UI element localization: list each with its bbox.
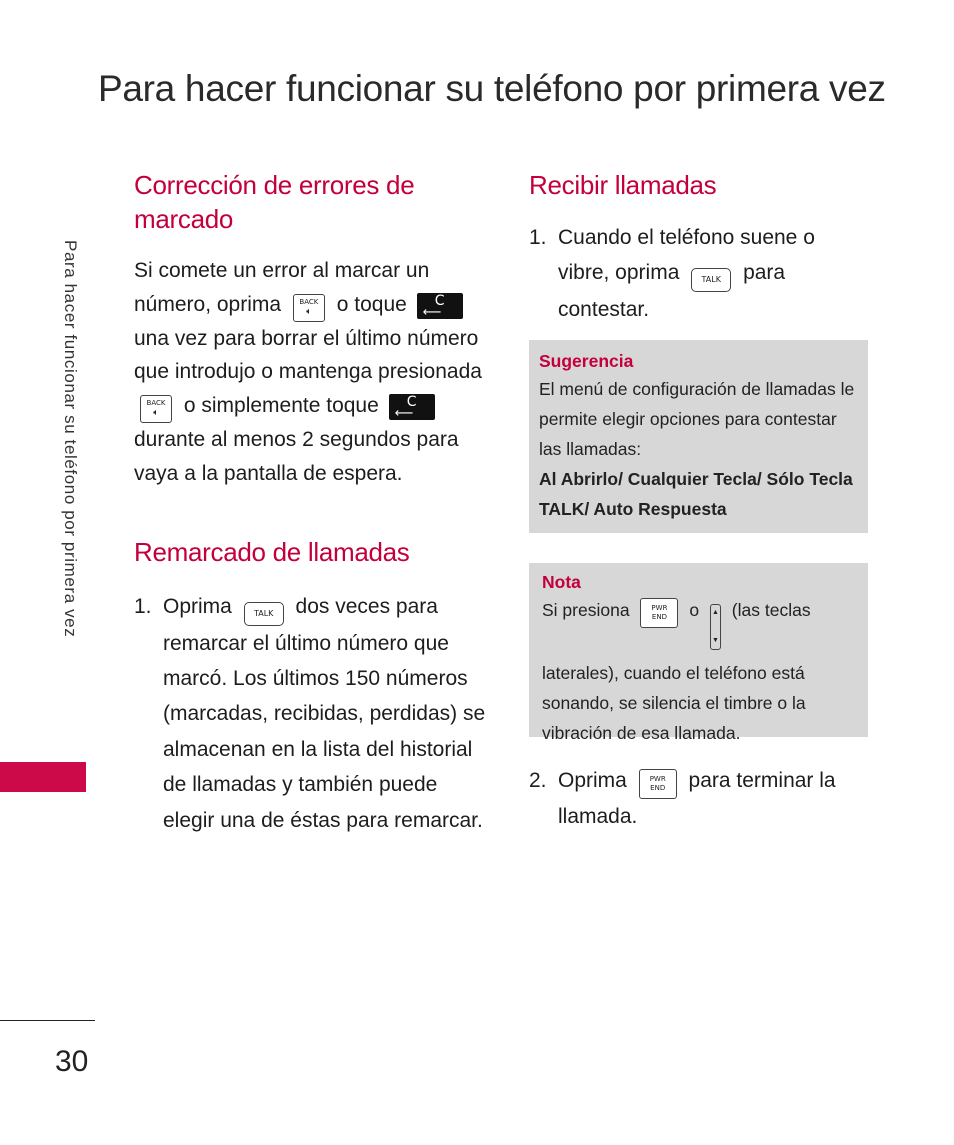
end-label: END xyxy=(651,612,667,621)
receive-step-1 xyxy=(529,220,869,328)
back-key-icon xyxy=(293,294,325,322)
back-key-icon-2 xyxy=(140,395,172,423)
page-number: 30 xyxy=(55,1045,89,1078)
redial-text-2: dos veces para remarcar el último número que marcó. Los últimos 150 números (marcadas, recibidas, perdidas) se almacenan en la lista del historial de llamadas y también puede elegir una de éstas para remarcar. xyxy=(163,594,486,832)
receive-step-2-text-1: Oprima xyxy=(558,768,627,792)
clear-key-icon-2 xyxy=(389,394,435,420)
side-tab-label: Para hacer funcionar su teléfono por primera vez xyxy=(61,240,80,638)
end-key-icon-2 xyxy=(639,769,677,799)
correction-text-4: o simplemente toque xyxy=(183,394,379,418)
note-heading: Nota xyxy=(542,571,581,592)
correction-text-1: Si comete un error al marcar un número, oprima xyxy=(134,259,430,316)
clear-key-icon xyxy=(417,293,463,319)
footer-rule xyxy=(0,1020,95,1021)
receive-step-1-number: 1. xyxy=(529,226,547,249)
end-key-icon xyxy=(640,598,678,628)
back-arrow-icon: ⟵ xyxy=(422,304,442,320)
correction-text xyxy=(134,254,490,491)
redial-step-1 xyxy=(134,589,490,838)
redial-text-1: Oprima xyxy=(163,594,232,618)
receive-section xyxy=(529,168,869,834)
volume-up-icon: ▲ xyxy=(711,608,719,616)
correction-text-3: una vez para borrar el último número que introdujo o mantenga presionada xyxy=(134,326,482,384)
tip-box xyxy=(529,340,868,533)
tip-text: El menú de configuración de llamadas le permite elegir opciones para contestar las llamadas: xyxy=(539,378,855,459)
note-text-2: o xyxy=(689,599,700,620)
redial-section xyxy=(134,535,490,838)
correction-section xyxy=(134,168,490,491)
pwr-label-2: PWR xyxy=(649,774,666,783)
pwr-label: PWR xyxy=(651,603,668,612)
speaker-icon: 🔈︎ xyxy=(306,306,312,317)
tip-options: Al Abrirlo/ Cualquier Tecla/ Sólo Tecla TALK/ Auto Respuesta xyxy=(539,468,853,519)
volume-down-icon: ▼ xyxy=(711,636,719,644)
clear-key-label: C xyxy=(434,292,445,309)
tip-heading: Sugerencia xyxy=(539,350,634,371)
speaker-icon-2: 🔈︎ xyxy=(153,408,159,419)
talk-key-icon-2: TALK xyxy=(691,268,731,292)
note-text-3: (las teclas laterales), cuando el teléfono está sonando, se silencia el timbre o la vibración de esa llamada. xyxy=(542,599,811,743)
side-tab-marker xyxy=(0,762,86,792)
right-column xyxy=(529,168,869,834)
correction-text-2: o toque xyxy=(336,292,407,316)
receive-step-2 xyxy=(529,763,869,834)
receive-step-1-text-2: para contestar. xyxy=(558,261,786,322)
note-text xyxy=(542,595,858,748)
note-text-1: Si presiona xyxy=(542,599,630,620)
back-key-label-2: BACK xyxy=(146,399,166,408)
redial-step-number: 1. xyxy=(134,594,152,618)
back-arrow-icon-2: ⟵ xyxy=(394,406,414,422)
clear-key-label-2: C xyxy=(406,394,417,411)
receive-step-2-text-2: para terminar la llamada. xyxy=(558,768,836,828)
page-title: Para hacer funcionar su teléfono por primera vez xyxy=(98,68,886,109)
back-key-label: BACK xyxy=(299,297,319,306)
note-box xyxy=(529,563,868,743)
receive-step-1-text-1: Cuando el teléfono suene o vibre, oprima xyxy=(558,226,815,285)
left-column xyxy=(134,168,490,838)
correction-text-5: durante al menos 2 segundos para vaya a la pantalla de espera. xyxy=(134,428,459,485)
side-volume-keys-icon xyxy=(710,604,721,650)
correction-heading: Corrección de errores de marcado xyxy=(134,170,415,234)
redial-heading: Remarcado de llamadas xyxy=(134,536,410,567)
receive-heading: Recibir llamadas xyxy=(529,170,717,200)
receive-step-2-number: 2. xyxy=(529,768,547,792)
end-label-2: END xyxy=(650,783,666,792)
talk-key-icon: TALK xyxy=(244,602,284,626)
